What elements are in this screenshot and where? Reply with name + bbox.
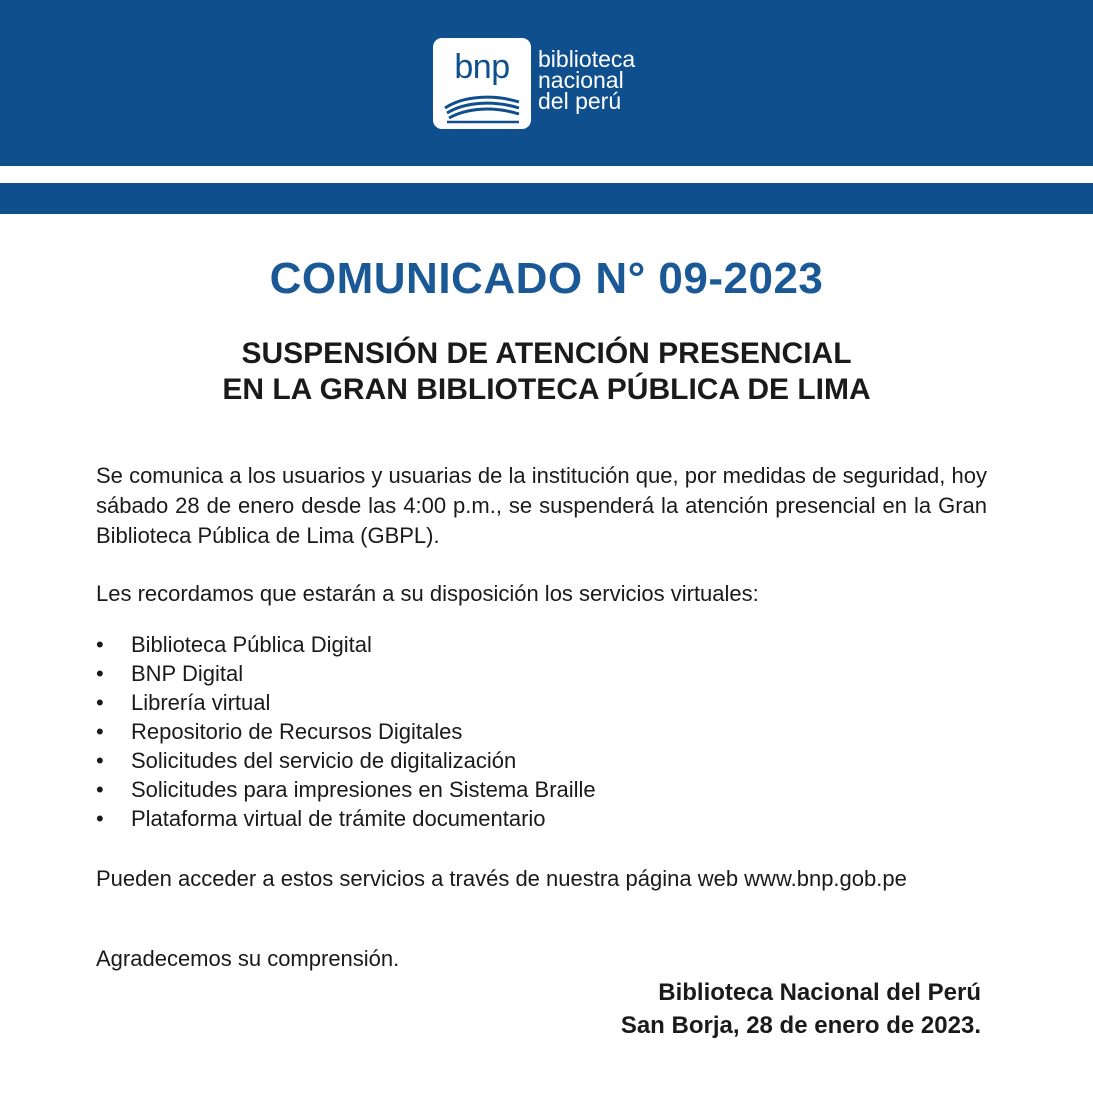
signature-block xyxy=(621,976,981,1042)
service-label: Librería virtual xyxy=(131,690,271,715)
logo-line-1: biblioteca xyxy=(538,46,636,72)
logo-line-2: nacional xyxy=(538,67,624,93)
list-item xyxy=(96,659,596,688)
thanks-paragraph: Agradecemos su comprensión. xyxy=(96,946,400,971)
service-label: Solicitudes para impresiones en Sistema Braille xyxy=(131,777,596,802)
service-label: Solicitudes del servicio de digitalización xyxy=(131,748,517,773)
subtitle-line-1: SUSPENSIÓN DE ATENCIÓN PRESENCIAL xyxy=(241,337,852,370)
access-paragraph: Pueden acceder a estos servicios a través de nuestra página web www.bnp.gob.pe xyxy=(96,866,907,891)
book-waves-icon xyxy=(441,90,523,124)
service-label: Plataforma virtual de trámite documentario xyxy=(131,806,546,831)
list-item xyxy=(96,804,596,833)
logo-mark xyxy=(433,38,531,129)
logo-abbreviation: bnp xyxy=(454,48,510,86)
page-subtitle xyxy=(0,336,1093,408)
signature-institution: Biblioteca Nacional del Perú xyxy=(658,979,981,1006)
bnp-logo xyxy=(433,38,635,129)
service-label: Repositorio de Recursos Digitales xyxy=(131,719,463,744)
bullet: • xyxy=(96,690,104,715)
subtitle-line-2: EN LA GRAN BIBLIOTECA PÚBLICA DE LIMA xyxy=(222,373,871,406)
bullet: • xyxy=(96,777,104,802)
bullet: • xyxy=(96,661,104,686)
intro-paragraph: Se comunica a los usuarios y usuarias de la institución que, por medidas de seguridad, hoy sábado 28 de enero desde las 4:00 p.m., se suspenderá la atención presencial en la Gran Biblioteca Pública de Lima (GBPL). xyxy=(96,463,987,548)
list-item xyxy=(96,688,596,717)
header-stripe xyxy=(0,183,1093,214)
list-item xyxy=(96,746,596,775)
list-item xyxy=(96,775,596,804)
list-item xyxy=(96,717,596,746)
page-title: COMUNICADO N° 09-2023 xyxy=(269,254,824,303)
bullet: • xyxy=(96,632,104,657)
bullet: • xyxy=(96,806,104,831)
service-label: BNP Digital xyxy=(131,661,244,686)
logo-wordmark xyxy=(538,46,636,114)
reminder-paragraph: Les recordamos que estarán a su disposición los servicios virtuales: xyxy=(96,581,759,606)
bullet: • xyxy=(96,719,104,744)
bullet: • xyxy=(96,748,104,773)
list-item xyxy=(96,630,596,659)
services-list xyxy=(96,630,596,833)
signature-place-date: San Borja, 28 de enero de 2023. xyxy=(620,1012,981,1039)
service-label: Biblioteca Pública Digital xyxy=(131,632,372,657)
logo-line-3: del perú xyxy=(538,88,622,114)
